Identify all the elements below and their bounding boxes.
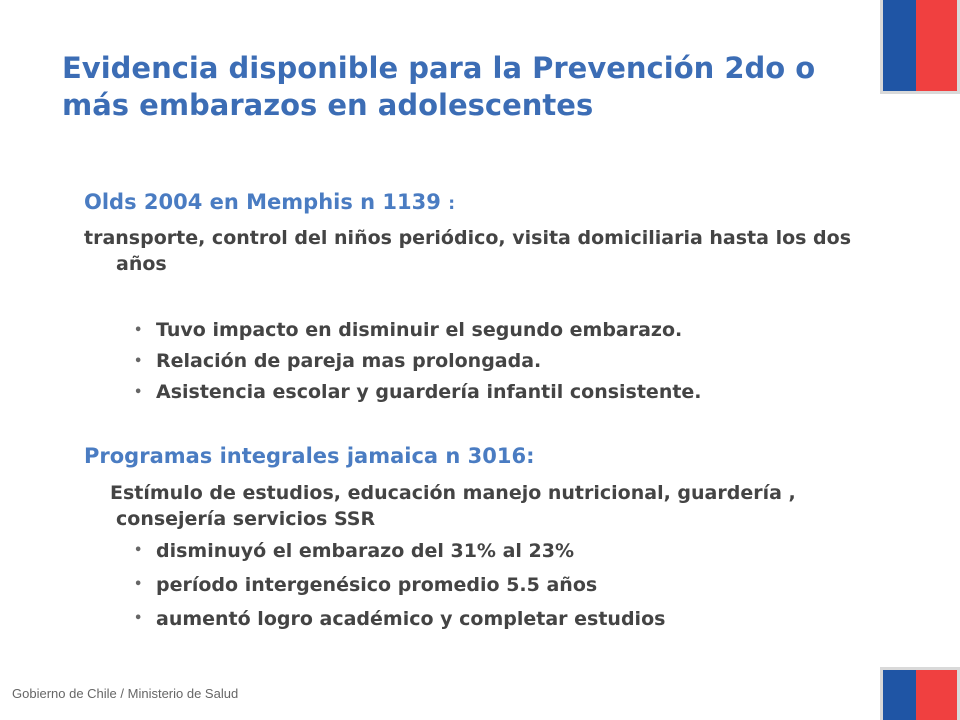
bullet-text: aumentó logro académico y completar estudios <box>156 608 666 630</box>
bullet-icon: • <box>134 577 143 592</box>
bullet-text: Asistencia escolar y guardería infantil consistente. <box>156 381 702 403</box>
flag-blue-stripe <box>883 670 916 720</box>
bullet-text: período intergenésico promedio 5.5 años <box>156 574 598 596</box>
bullet-icon: • <box>134 611 143 626</box>
section2-heading: Programas integrales jamaica n 3016: <box>84 444 535 468</box>
slide-content <box>84 188 874 636</box>
slide-title-line-2: más embarazos en adolescentes <box>62 88 594 122</box>
bullet-text: Relación de pareja mas prolongada. <box>156 350 542 372</box>
slide-title <box>62 50 922 124</box>
footer-text: Gobierno de Chile / Ministerio de Salud <box>12 686 239 701</box>
bullet-icon: • <box>134 323 143 338</box>
section1-heading-text: Olds 2004 en Memphis n 1139 <box>84 190 441 214</box>
slide-title-line-1: Evidencia disponible para la Prevención 2do o <box>62 51 816 85</box>
flag-red-stripe <box>916 0 957 91</box>
bullet-item <box>84 315 874 346</box>
bullet-icon: • <box>134 385 143 400</box>
section2-bullet-list <box>84 534 874 636</box>
government-flag-logo-bottom <box>880 667 960 720</box>
flag-red-stripe <box>916 670 957 720</box>
section1-heading <box>84 188 874 218</box>
bullet-item <box>84 602 874 636</box>
bullet-text: disminuyó el embarazo del 31% al 23% <box>156 540 575 562</box>
bullet-text: Tuvo impacto en disminuir el segundo embarazo. <box>156 319 683 341</box>
section1-bullet-list <box>84 315 874 408</box>
bullet-icon: • <box>134 354 143 369</box>
bullet-item <box>84 534 874 568</box>
section1-heading-colon: : <box>448 194 456 214</box>
bullet-icon: • <box>134 543 143 558</box>
bullet-item <box>84 346 874 377</box>
bullet-item <box>84 568 874 602</box>
bullet-item <box>84 377 874 408</box>
section2-description: Estímulo de estudios, educación manejo nutricional, guardería , consejería servicios SSR <box>110 482 796 530</box>
section1-description: transporte, control del niños periódico, visita domiciliaria hasta los dos años <box>84 227 852 275</box>
